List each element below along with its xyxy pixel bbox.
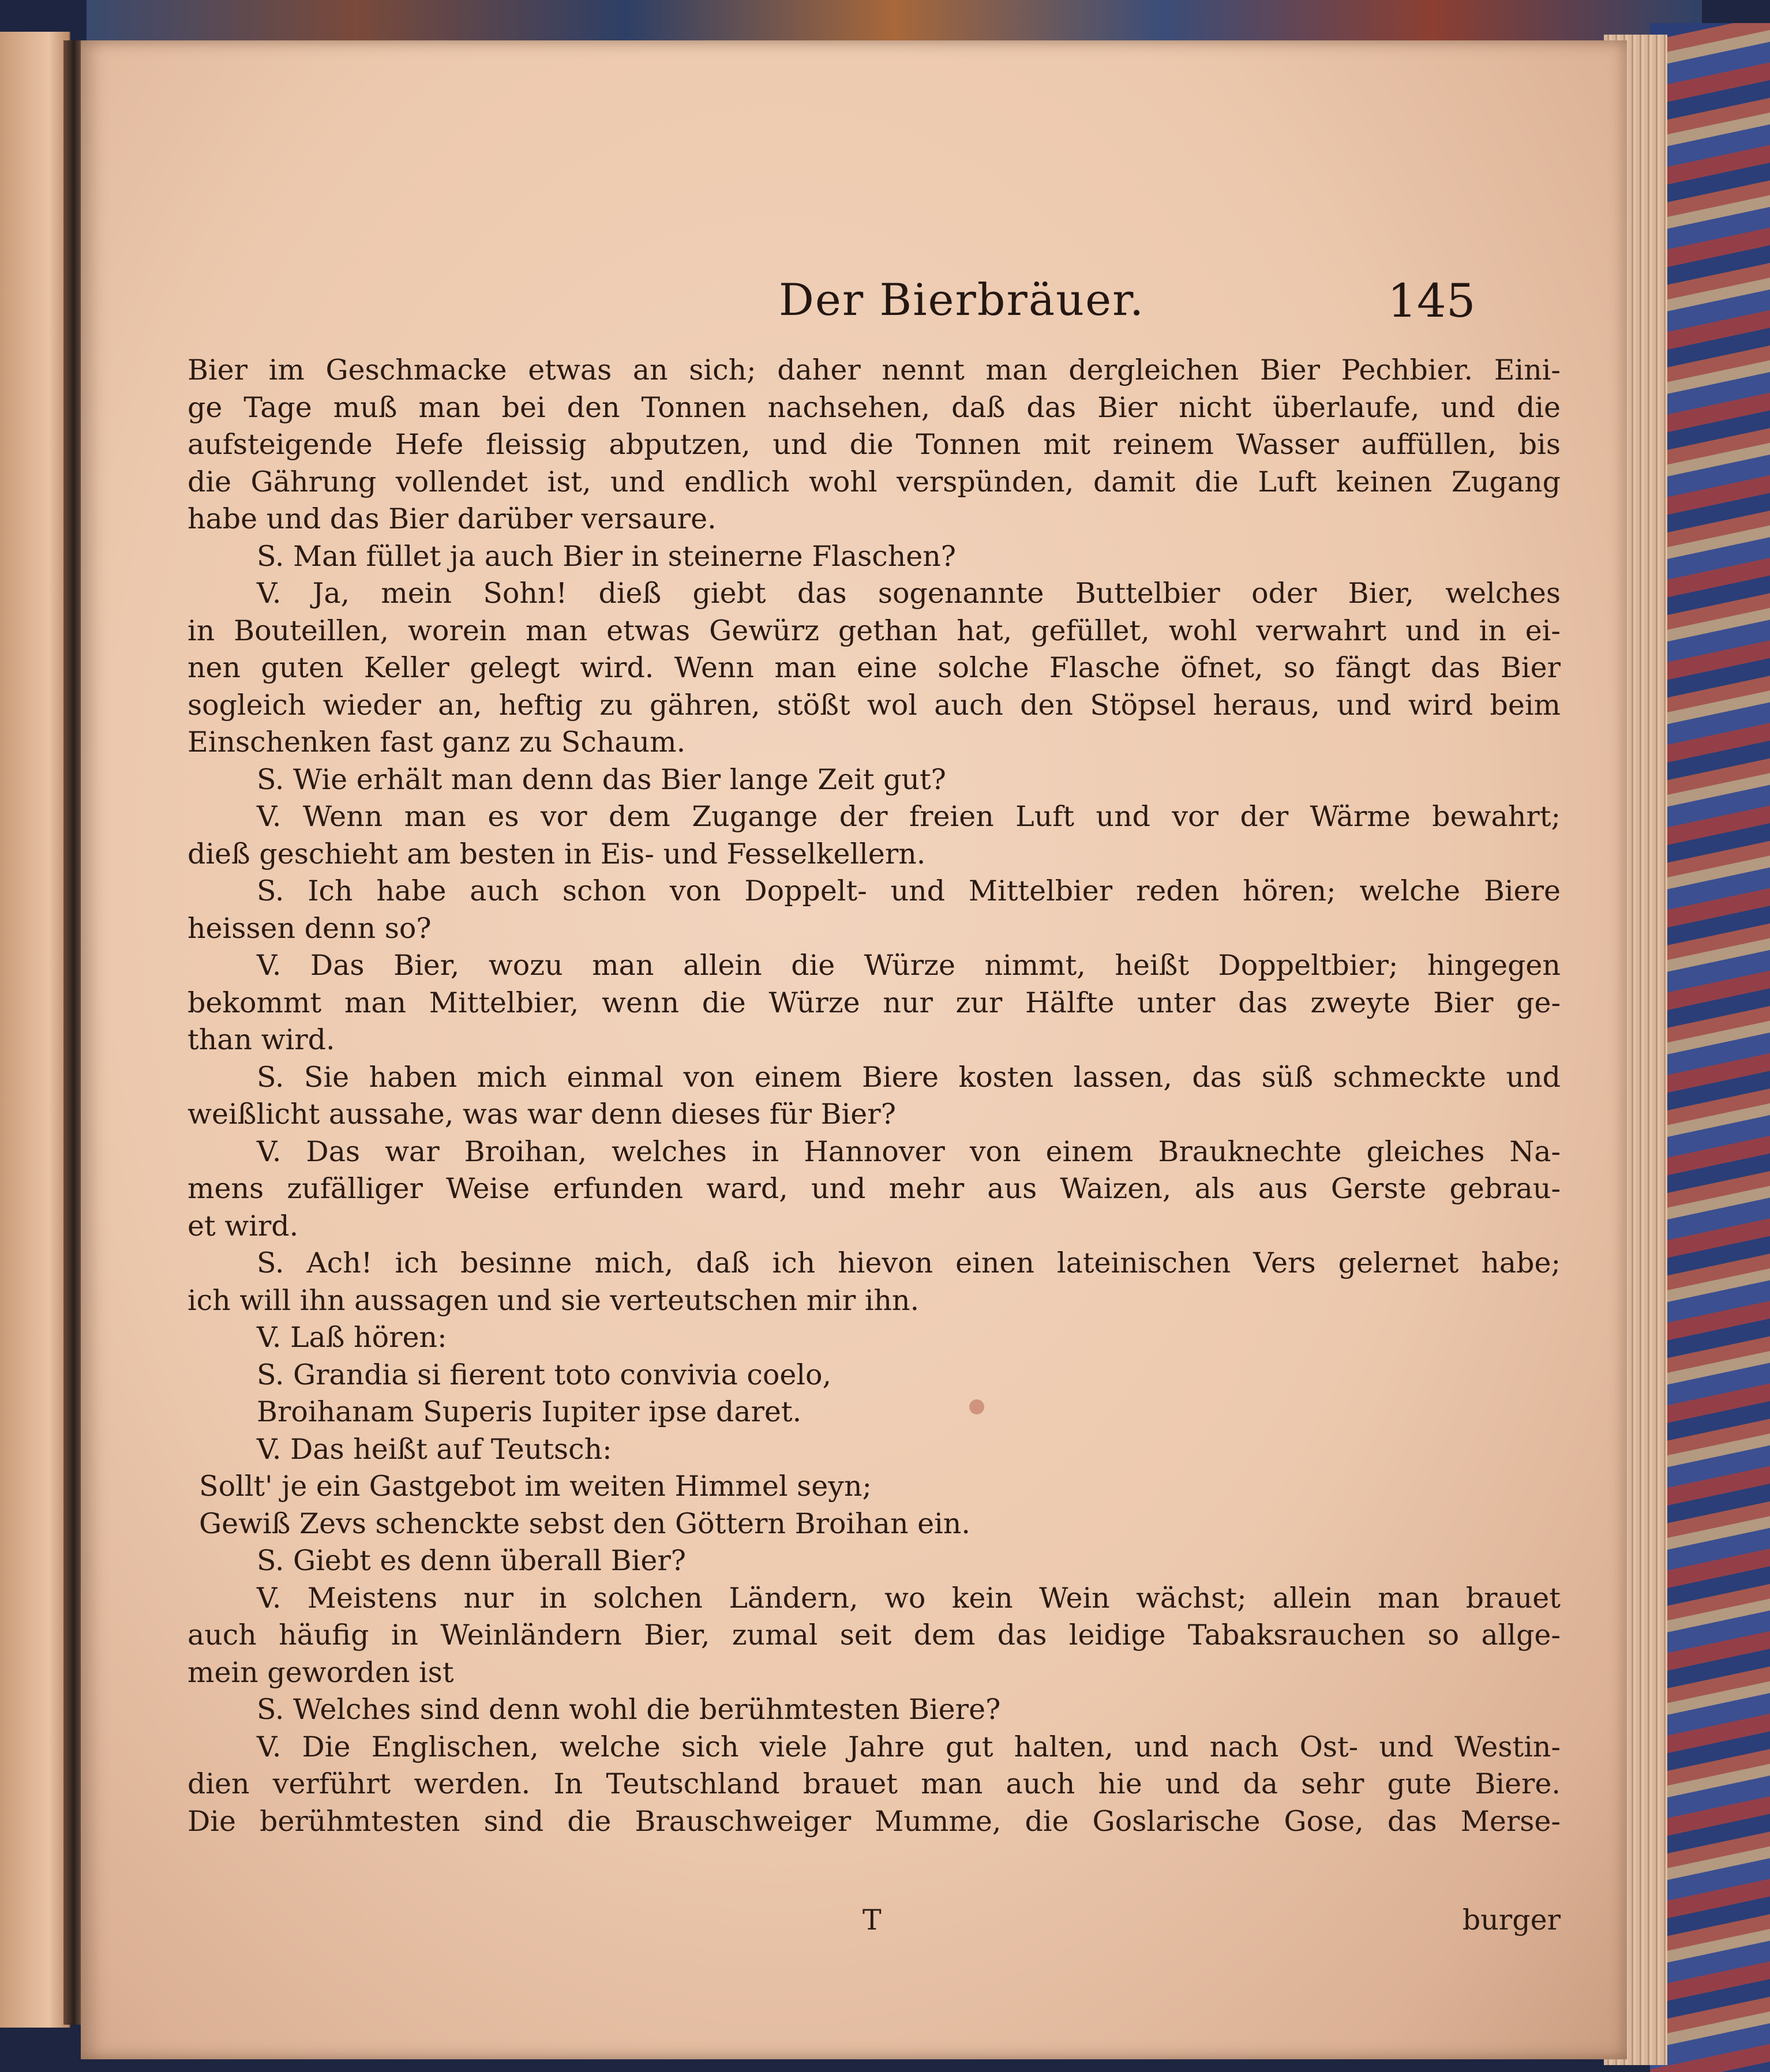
text-line: ich will ihn aussagen und sie verteutschen mir ihn. <box>187 1283 920 1317</box>
text-line: in Bouteillen, worein man etwas Gewürz gethan hat, gefüllet, wohl verwahrt und in ei- <box>187 614 1561 647</box>
signature-mark: T <box>862 1904 882 1936</box>
text-line: mein geworden ist <box>187 1656 454 1689</box>
catchword: burger <box>1462 1904 1561 1936</box>
marbled-fore-edge <box>1650 23 1770 2072</box>
text-line: S. Ach! ich besinne mich, daß ich hievon einen lateinischen Vers gelernet habe; <box>257 1247 1561 1279</box>
text-line: V. Die Englischen, welche sich viele Jahre gut halten, und nach Ost- und Westin- <box>257 1730 1561 1763</box>
text-line: V. Meistens nur in solchen Ländern, wo kein Wein wächst; allein man brauet <box>257 1581 1561 1615</box>
text-line: V. Ja, mein Sohn! dieß giebt das sogenannte Buttelbier oder Bier, welches <box>257 577 1561 610</box>
text-line: S. Welches sind denn wohl die berühmtesten Biere? <box>257 1693 1001 1726</box>
body-text <box>187 352 1561 1840</box>
text-line: sogleich wieder an, heftig zu gähren, stößt wol auch den Stöpsel heraus, und wird beim <box>187 688 1561 722</box>
text-line: Bier im Geschmacke etwas an sich; daher nennt man dergleichen Bier Pechbier. Eini- <box>187 354 1561 386</box>
text-line: ge Tage muß man bei den Tonnen nachsehen, daß das Bier nicht überlaufe, und die <box>187 391 1561 424</box>
text-line: S. Man füllet ja auch Bier in steinerne Flaschen? <box>257 539 957 573</box>
text-line: S. Sie haben mich einmal von einem Biere kosten lassen, das süß schmeckte und <box>257 1060 1561 1094</box>
text-line: nen guten Keller gelegt wird. Wenn man eine solche Flasche öfnet, so fängt das Bier <box>187 651 1561 684</box>
running-head <box>81 245 1627 326</box>
german-verse-line: Sollt' je ein Gastgebot im weiten Himmel seyn; <box>199 1470 872 1503</box>
text-line: bekommt man Mittelbier, wenn die Würze nur zur Hälfte unter das zweyte Bier ge- <box>187 986 1561 1019</box>
text-line: V. Laß hören: <box>257 1321 447 1354</box>
text-line: S. Giebt es denn überall Bier? <box>257 1544 687 1577</box>
text-line: dieß geschieht am besten in Eis- und Fesselkellern. <box>187 837 926 870</box>
page-footer <box>187 1904 1561 1950</box>
text-line: mens zufälliger Weise erfunden ward, und mehr aus Waizen, als aus Gerste gebrau- <box>187 1172 1561 1205</box>
latin-verse-line: S. Grandia si fierent toto convivia coelo, <box>257 1358 832 1391</box>
text-line: auch häufig in Weinländern Bier, zumal seit dem das leidige Tabaksrauchen so allge- <box>187 1619 1561 1651</box>
text-line: V. Das Bier, wozu man allein die Würze nimmt, heißt Doppeltbier; hingegen <box>257 949 1561 982</box>
text-line: Die berühmtesten sind die Brauschweiger Mumme, die Goslarische Gose, das Merse- <box>187 1804 1561 1838</box>
text-line: weißlicht aussahe, was war denn dieses für Bier? <box>187 1098 896 1131</box>
latin-verse-line: Broihanam Superis Iupiter ipse daret. <box>257 1395 802 1428</box>
facing-page-edge <box>0 32 70 2028</box>
book-page <box>81 40 1627 2059</box>
text-line: S. Ich habe auch schon von Doppelt- und Mittelbier reden hören; welche Biere <box>257 874 1561 907</box>
page-title: Der Bierbräuer. <box>779 274 1145 325</box>
text-line: V. Wenn man es vor dem Zugange der freien Luft und vor der Wärme bewahrt; <box>257 800 1561 833</box>
text-line: than wird. <box>187 1023 335 1056</box>
text-line: aufsteigende Hefe fleissig abputzen, und die Tonnen mit reinem Wasser auffüllen, bis <box>187 428 1561 461</box>
text-line: heissen denn so? <box>187 911 432 945</box>
text-line: die Gährung vollendet ist, und endlich wohl verspünden, damit die Luft keinen Zugang <box>187 465 1561 498</box>
text-line: V. Das war Broihan, welches in Hannover von einem Brauknechte gleiches Na- <box>257 1135 1561 1168</box>
text-line: V. Das heißt auf Teutsch: <box>257 1432 612 1466</box>
german-verse-line: Gewiß Zevs schenckte sebst den Göttern Broihan ein. <box>199 1507 970 1540</box>
text-line: Einschenken fast ganz zu Schaum. <box>187 726 686 759</box>
text-line: dien verführt werden. In Teutschland brauet man auch hie und da sehr gute Biere. <box>187 1767 1561 1800</box>
text-line: et wird. <box>187 1209 299 1243</box>
text-line: habe und das Bier darüber versaure. <box>187 502 717 535</box>
text-line: S. Wie erhält man denn das Bier lange Zeit gut? <box>257 763 946 796</box>
page-number: 145 <box>1387 274 1476 328</box>
